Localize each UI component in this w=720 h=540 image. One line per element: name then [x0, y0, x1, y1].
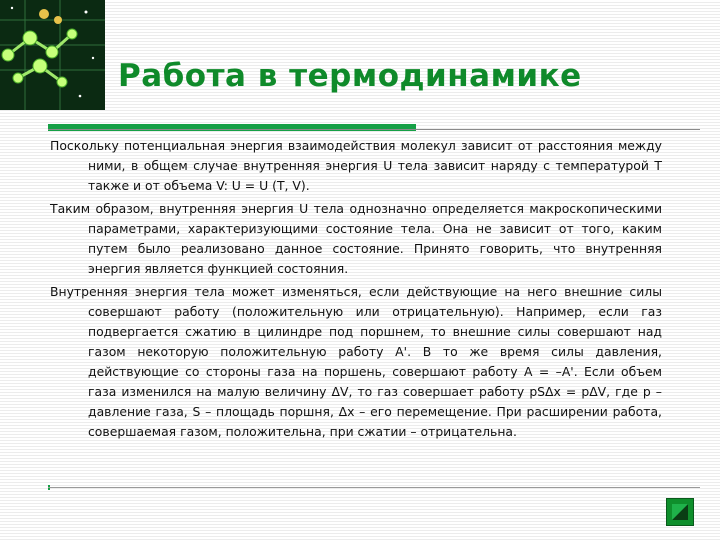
- next-slide-button[interactable]: [666, 498, 694, 526]
- paragraph-2: Таким образом, внутренняя энергия U тела однозначно определяется макроскопическими параметрами, характеризующими состояние тела. Она не зависит от того, каким путем было реализовано данное состояние. Принято говорить, что внутренняя энергия является функцией состояния.: [50, 201, 662, 276]
- molecule-illustration: [0, 0, 105, 110]
- paragraph-3: Внутренняя энергия тела может изменяться, если действующие на него внешние силы совершают работу (положительную или отрицательную). Например, если газ подвергается сжатию в цилиндре под поршнем, то внешние силы совершают над газом некоторую положительную работу A'. В то же время силы давления, действующие со стороны газа на поршень, совершают работу A = –A'. Если объем газа изменился на малую величину ΔV, то газ совершает работу pSΔx = pΔV, где p – давление газа, S – площадь поршня, Δx – его перемещение. При расширении работа, совершаемая газом, положительна, при сжатии – отрицательна.: [50, 284, 662, 439]
- title-divider: [48, 129, 700, 130]
- next-slide-triangle-icon: [667, 499, 693, 525]
- footer-divider: [48, 487, 700, 488]
- slide-body: [50, 136, 662, 445]
- paragraph-1: Поскольку потенциальная энергия взаимодействия молекул зависит от расстояния между ними, в общем случае внутренняя энергия U тела зависит наряду с температурой Т также и от объема V: U = U (T, V).: [50, 138, 662, 193]
- slide-title: Работа в термодинамике: [118, 58, 582, 94]
